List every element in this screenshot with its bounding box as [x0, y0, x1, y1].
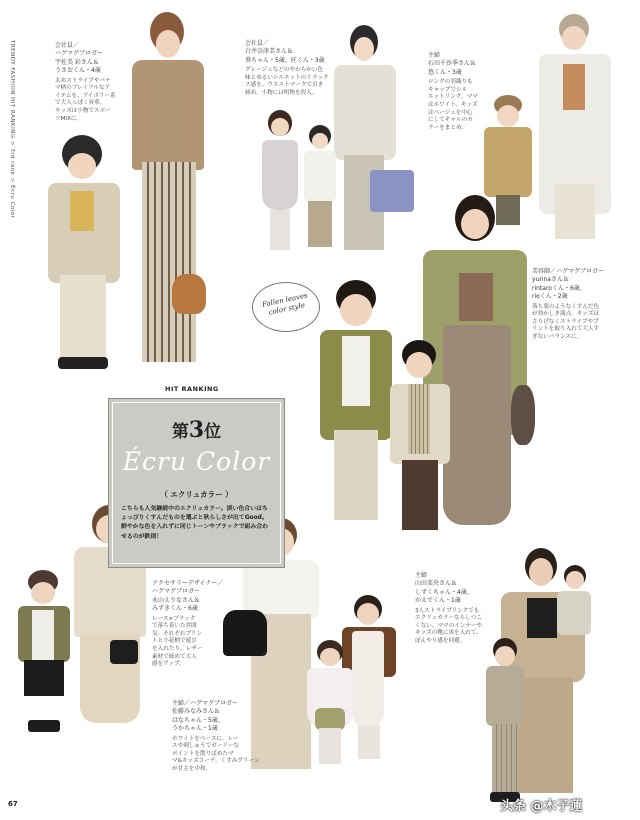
caption-shirai	[245, 40, 331, 98]
caption-ishida-name: 主婦 石田千沙季さん＆ 悠くん・3歳	[428, 52, 477, 76]
color-name-jp: （ エクリュカラー ）	[160, 490, 233, 499]
caption-sato-name: 主婦／ハグマグブロガー 佐藤みなみさん＆ はなちゃん・5歳、 うかちゃん・1歳	[172, 700, 239, 733]
caption-usami-name: 会社員／ ハグマグブロガー 宇佐美 彩さん＆ うさおくん・4歳	[55, 42, 104, 75]
page-number: 67	[8, 800, 18, 808]
caption-shirai-desc: グレージュなどのやわらかい色 味とゆるいシルエットのリラック ス感を、ウエストマークで引き 締め。小物には明物を投入。	[245, 67, 329, 96]
caption-shirai-name: 会社員／ 白井奈津美さん＆ 葵ちゃん・5歳、匠くん・3歳	[245, 40, 325, 64]
photo-kid-rio	[388, 340, 452, 535]
caption-yurina-name: 美容師／ハグマグブロガー yurinaさん＆ rintaroくん・6歳、 rioくん・2歳	[532, 268, 605, 301]
photo-kid-takumi	[300, 125, 340, 250]
caption-yurina	[532, 268, 630, 342]
caption-nagayama	[152, 580, 232, 669]
watermark: 头条 @木子蓮	[500, 799, 583, 814]
caption-usami	[55, 42, 125, 123]
hit-ranking-label: HIT RANKING	[165, 385, 219, 393]
fallen-leaves-bubble	[252, 282, 320, 332]
photo-kid-kaede	[555, 565, 593, 645]
color-name-script: Écru Color	[122, 447, 271, 476]
photo-kid-rintaro	[318, 280, 394, 530]
bubble-text: Fallen leaves color style	[261, 291, 309, 317]
caption-nagayama-name: アクセサリーデザイナー／ ハグマグブロガー 永山えりなさん＆ みずきくん・6歳	[152, 580, 224, 613]
caption-usami-desc: 太めストライプやパナ マ柄のブレイフルなア イテムを、アイボリー系 で大人っぽく昇華。 キッズは小物でスポー ツMIXに。	[55, 77, 116, 122]
photo-mom-usami	[118, 12, 218, 372]
running-head: TRENDY FASHION HIT RANKING > 3rd rank > Écru Color	[9, 40, 15, 219]
photo-tote-bag	[370, 160, 414, 212]
caption-yamada-desc: 3人ストライプリンクでも エクリュカラーならしつこ くない。ママのインナーや キッズの靴に黒を入れて、 ぼんやり感を回避。	[415, 607, 483, 644]
photo-kid-mizuki	[16, 570, 72, 740]
rank-number: 3	[188, 417, 205, 443]
caption-yamada-name: 主婦 山田菜央さん＆ しずくちゃん・4歳、 かえでくん・1歳	[415, 572, 473, 605]
rank-suffix: 位	[204, 422, 222, 442]
photo-kid-shizuku	[482, 638, 528, 803]
rank-title	[109, 417, 284, 443]
ranking-description: こちらも人気継続中のエクリュカラー。淡い色合いはちょっぴりくすんだものを選ぶと秋らしさが出てGood。鮮やかな色を入れずに同じトーンやブラックで組み合わせるのが鉄則！	[121, 506, 269, 540]
photo-mom-ishida	[535, 14, 615, 244]
rank-prefix: 第	[171, 422, 189, 442]
caption-nagayama-desc: レース×ブラック で落ち着いた雰囲 気。それぞれプリン トと小花柄で遊び を入れたり、レザー 素材で締めて大人 感をアップ。	[152, 615, 203, 668]
caption-sato-desc: ホワイトをベースに、レー スや刺しゅうでガーリーな ポイントを散りばめたマ マ&キッズコーデ。くすみグリーン が甘さを中和。	[172, 735, 260, 772]
caption-yurina-desc: 落ち葉のようなくすんだ色 が効かしき満点。キッズは さりげなくストライプやプ リントを取り入れて大人す ぎないバランスに。	[532, 303, 600, 340]
caption-ishida	[428, 52, 492, 132]
photo-kid-aoi	[258, 110, 302, 250]
photo-kid-uka	[305, 640, 355, 768]
ranking-box	[108, 398, 285, 568]
caption-ishida-desc: ロングの羽織りも キャップでシル エットリンク。ママ はホワイト、キッズ はベージュを中心 にしてギャルのカ ラーをまとめ。	[428, 79, 478, 131]
photo-kid-usaokun	[40, 135, 128, 375]
caption-sato	[172, 700, 262, 774]
photo-mom-shirai	[330, 25, 400, 255]
caption-yamada	[415, 572, 493, 646]
